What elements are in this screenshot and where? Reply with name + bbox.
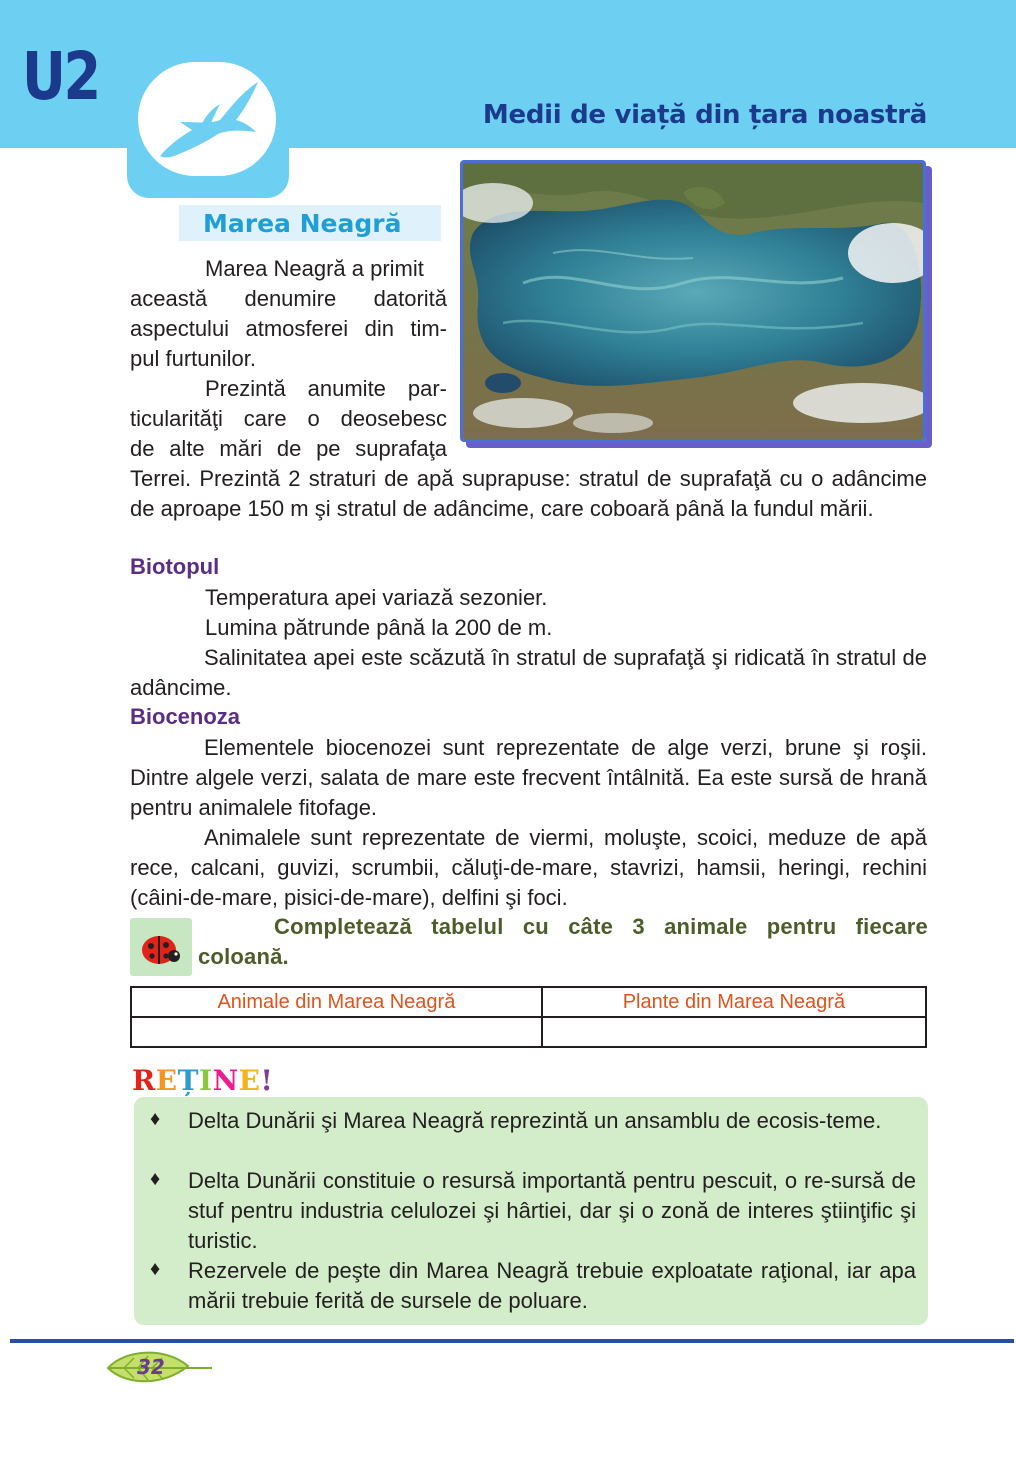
unit-code: U2 <box>22 38 99 115</box>
para2-continued: Terrei. Prezintă 2 straturi de apă suprapuse: stratul de suprafaţă cu o adâncime de aproape 150 m şi stratul de adâncime, care coboară până la fundul mării. <box>130 466 927 521</box>
table-cell-animals[interactable] <box>131 1017 542 1047</box>
black-sea-satellite-image <box>460 160 926 442</box>
biotop-heading: Biotopul <box>130 554 220 579</box>
retine-title <box>132 1064 273 1097</box>
retine-letter: R <box>132 1064 156 1097</box>
retine-letter: E <box>238 1064 261 1097</box>
bullet-icon: ♦ <box>150 1108 161 1130</box>
biotop-line-2: Lumina pătrunde până la 200 de m. <box>205 615 553 640</box>
para2-line-3: de alte mări de pe suprafaţa <box>130 436 447 461</box>
retine-item-2: Delta Dunării constituie o resursă importantă pentru pescuit, o re-sursă de stuf pentru industria celulozei şi hârtiei, dar şi o zonă de interes ştiinţific şi turistic. <box>188 1168 916 1253</box>
biocenoza-paragraph-2: Animalele sunt reprezentate de viermi, moluşte, scoici, meduze de apă rece, calcani, guvizi, scrumbii, căluţi-de-mare, stavrizi, hamsii, heringi, rechini (câini-de-mare, pisici-de-mare), delfini şi foci. <box>130 825 927 910</box>
biotop-line-1: Temperatura apei variază sezonier. <box>205 585 548 610</box>
table-header-animals: Animale din Marea Neagră <box>131 987 542 1017</box>
lesson-title: Marea Neagră <box>203 209 402 238</box>
retine-letter: E <box>155 1064 178 1097</box>
bullet-icon: ♦ <box>150 1258 161 1280</box>
retine-letter: Ț <box>177 1064 199 1097</box>
retine-letter: I <box>198 1064 213 1097</box>
ladybug-icon <box>130 918 192 976</box>
intro-line-3: aspectului atmosferei din tim- <box>130 316 447 341</box>
retine-item-1: Delta Dunării şi Marea Neagră reprezintă un ansamblu de ecosis-teme. <box>188 1108 882 1133</box>
para2-line-2: ticularităţi care o deosebesc <box>130 406 447 431</box>
chapter-title: Medii de viață din țara noastră <box>482 100 927 130</box>
answer-table <box>130 986 927 1048</box>
table-cell-plants[interactable] <box>542 1017 926 1047</box>
biotop-line-3: Salinitatea apei este scăzută în stratul de suprafaţă şi ridicată în stratul de adâncime. <box>130 645 927 700</box>
biocenoza-paragraph-1: Elementele biocenozei sunt reprezentate de alge verzi, brune şi roşii. Dintre algele verzi, salata de mare este frecvent întâlnită. Ea este sursă de hrană pentru animalele fitofage. <box>130 735 927 820</box>
intro-line-1: Marea Neagră a primit <box>205 256 424 281</box>
table-header-row <box>131 987 926 1017</box>
intro-line-4: pul furtunilor. <box>130 346 256 371</box>
retine-letter: ! <box>260 1064 274 1097</box>
table-row <box>131 1017 926 1047</box>
bullet-icon: ♦ <box>150 1168 161 1190</box>
footer-divider <box>10 1339 1014 1343</box>
retine-letter: N <box>212 1064 239 1097</box>
page-number: 32 <box>137 1355 165 1379</box>
para2-line-1: Prezintă anumite par- <box>205 376 447 401</box>
satellite-image-graphic <box>463 163 923 439</box>
table-header-plants: Plante din Marea Neagră <box>542 987 926 1017</box>
biocenoza-heading: Biocenoza <box>130 704 241 729</box>
bird-icon <box>140 64 274 174</box>
task-instruction: Completează tabelul cu câte 3 animale pentru fiecare coloană. <box>198 914 928 969</box>
retine-item-3: Rezervele de peşte din Marea Neagră trebuie exploatate raţional, iar apa mării trebuie ferită de sursele de poluare. <box>188 1258 916 1313</box>
intro-line-2: această denumire datorită <box>130 286 447 311</box>
